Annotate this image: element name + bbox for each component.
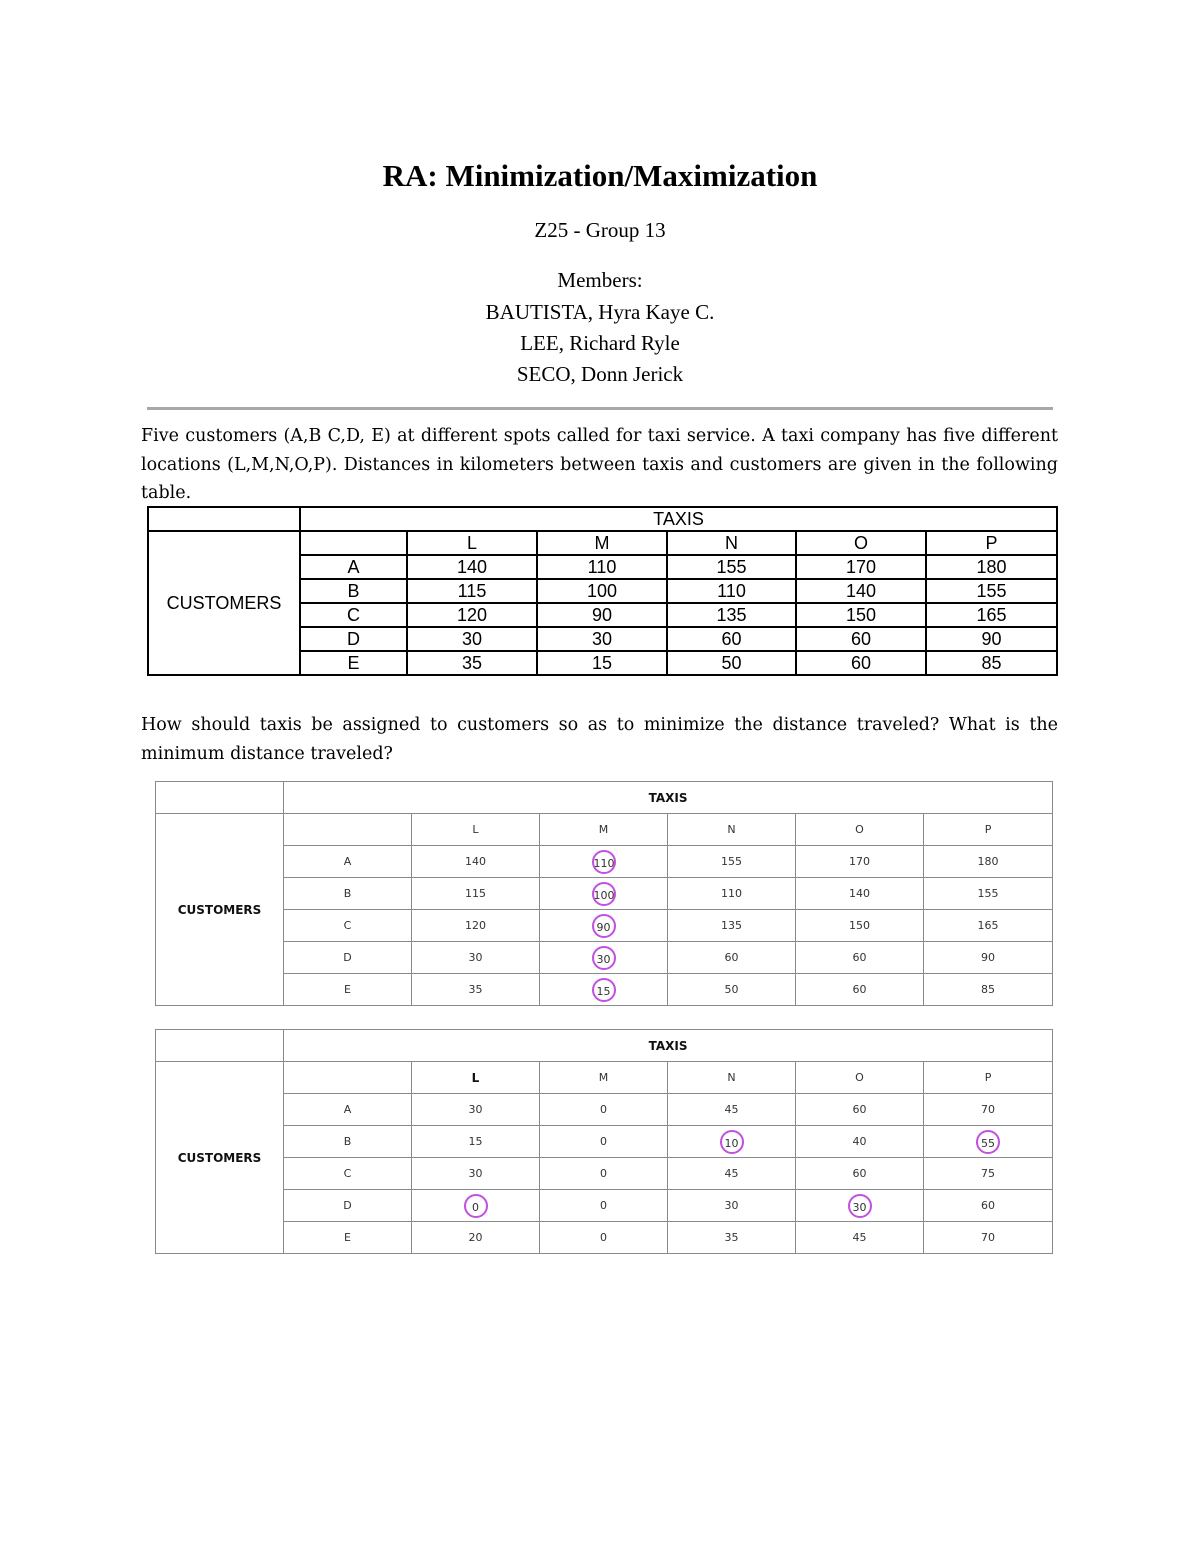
table-cell: 60 xyxy=(667,627,796,651)
row-label: B xyxy=(300,579,407,603)
column-header: M xyxy=(537,531,667,555)
group-label: Z25 - Group 13 xyxy=(534,218,666,242)
table-cell xyxy=(540,910,668,942)
row-label: A xyxy=(284,1094,412,1126)
table-cell: 90 xyxy=(926,627,1057,651)
table-cell: 60 xyxy=(668,942,796,974)
table-cell: 0 xyxy=(540,1190,668,1222)
customers-header: CUSTOMERS xyxy=(156,1062,284,1254)
taxis-header: TAXIS xyxy=(300,507,1057,531)
column-header: N xyxy=(667,531,796,555)
column-header: O xyxy=(796,814,924,846)
table-cell: 0 xyxy=(540,1094,668,1126)
table-cell: 0 xyxy=(540,1126,668,1158)
table-cell: 115 xyxy=(407,579,537,603)
taxis-header: TAXIS xyxy=(284,1030,1053,1062)
table-corner xyxy=(148,507,300,531)
table-cell xyxy=(540,942,668,974)
table-cell: 70 xyxy=(924,1222,1053,1254)
table-corner xyxy=(300,531,407,555)
question-text: How should taxis be assigned to customers so as to minimize the distance traveled? What is the minimum distance traveled? xyxy=(141,715,1058,764)
circled-value: 90 xyxy=(592,914,616,938)
column-header: O xyxy=(796,531,926,555)
table-cell: 155 xyxy=(924,878,1053,910)
table-cell xyxy=(796,1190,924,1222)
table-cell: 90 xyxy=(924,942,1053,974)
table-row xyxy=(156,942,1053,974)
table-cell xyxy=(924,1126,1053,1158)
column-header: O xyxy=(796,1062,924,1094)
distance-table xyxy=(147,506,1058,676)
circled-value: 100 xyxy=(592,882,616,906)
table-cell: 180 xyxy=(926,555,1057,579)
column-header: L xyxy=(407,531,537,555)
page-title: RA: Minimization/Maximization xyxy=(382,158,818,193)
table-cell: 165 xyxy=(926,603,1057,627)
table-cell: 30 xyxy=(412,942,540,974)
member-name: LEE, Richard Ryle xyxy=(520,331,680,355)
column-header: M xyxy=(540,1062,668,1094)
table-cell: 20 xyxy=(412,1222,540,1254)
table-cell: 140 xyxy=(407,555,537,579)
table-cell: 60 xyxy=(796,627,926,651)
row-label: D xyxy=(284,1190,412,1222)
circled-value: 30 xyxy=(848,1194,872,1218)
table-cell: 50 xyxy=(667,651,796,675)
table-cell: 15 xyxy=(537,651,667,675)
solution-table-step2 xyxy=(155,1029,1053,1254)
table-cell: 85 xyxy=(924,974,1053,1006)
table-cell: 60 xyxy=(796,942,924,974)
circled-value: 55 xyxy=(976,1130,1000,1154)
table-cell xyxy=(412,1190,540,1222)
table-cell xyxy=(540,878,668,910)
circled-value: 10 xyxy=(720,1130,744,1154)
column-header: L xyxy=(412,1062,540,1094)
table-cell: 30 xyxy=(412,1094,540,1126)
table-cell: 150 xyxy=(796,603,926,627)
row-label: D xyxy=(284,942,412,974)
table-cell: 170 xyxy=(796,846,924,878)
table-cell: 45 xyxy=(668,1094,796,1126)
table-cell xyxy=(540,974,668,1006)
customers-header: CUSTOMERS xyxy=(156,814,284,1006)
table-row xyxy=(156,974,1053,1006)
table-corner xyxy=(156,782,284,814)
table-cell: 60 xyxy=(796,974,924,1006)
table-cell: 120 xyxy=(407,603,537,627)
table-cell: 35 xyxy=(412,974,540,1006)
table-cell: 50 xyxy=(668,974,796,1006)
table-cell: 165 xyxy=(924,910,1053,942)
table-row xyxy=(156,846,1053,878)
table-cell: 85 xyxy=(926,651,1057,675)
member-name: SECO, Donn Jerick xyxy=(516,362,684,386)
table-cell: 45 xyxy=(668,1158,796,1190)
members-label: Members: xyxy=(557,268,643,292)
table-cell: 35 xyxy=(668,1222,796,1254)
table-cell: 155 xyxy=(668,846,796,878)
row-label: D xyxy=(300,627,407,651)
column-header: M xyxy=(540,814,668,846)
table-corner xyxy=(284,1062,412,1094)
table-cell: 100 xyxy=(537,579,667,603)
table-corner xyxy=(156,1030,284,1062)
row-label: E xyxy=(284,974,412,1006)
column-header: L xyxy=(412,814,540,846)
column-header: N xyxy=(668,814,796,846)
row-label: C xyxy=(300,603,407,627)
solution-table-step1 xyxy=(155,781,1053,1006)
column-header: P xyxy=(926,531,1057,555)
table-cell: 115 xyxy=(412,878,540,910)
column-header: N xyxy=(668,1062,796,1094)
row-label: C xyxy=(284,1158,412,1190)
table-cell: 60 xyxy=(796,1158,924,1190)
table-corner xyxy=(284,814,412,846)
table-row xyxy=(156,1094,1053,1126)
table-cell: 15 xyxy=(412,1126,540,1158)
table-row xyxy=(156,878,1053,910)
table-row xyxy=(156,1126,1053,1158)
table-cell: 30 xyxy=(668,1190,796,1222)
table-row xyxy=(156,910,1053,942)
table-cell: 150 xyxy=(796,910,924,942)
table-row xyxy=(156,1190,1053,1222)
row-label: E xyxy=(284,1222,412,1254)
table-row xyxy=(156,1158,1053,1190)
horizontal-divider xyxy=(147,407,1053,410)
table-cell: 30 xyxy=(407,627,537,651)
problem-statement: Five customers (A,B C,D, E) at different spots called for taxi service. A taxi company has five different locations (L,M,N,O,P). Distances in kilometers between taxis and customers are given in the following table. xyxy=(141,426,1058,503)
table-cell: 75 xyxy=(924,1158,1053,1190)
circled-value: 110 xyxy=(592,850,616,874)
table-cell xyxy=(540,846,668,878)
table-cell xyxy=(668,1126,796,1158)
table-cell: 30 xyxy=(537,627,667,651)
table-cell: 135 xyxy=(668,910,796,942)
table-cell: 140 xyxy=(796,878,924,910)
table-cell: 155 xyxy=(667,555,796,579)
row-label: A xyxy=(284,846,412,878)
table-cell: 30 xyxy=(412,1158,540,1190)
circled-value: 15 xyxy=(592,978,616,1002)
table-cell: 110 xyxy=(667,579,796,603)
table-cell: 60 xyxy=(796,1094,924,1126)
taxis-header: TAXIS xyxy=(284,782,1053,814)
table-cell: 45 xyxy=(796,1222,924,1254)
table-cell: 90 xyxy=(537,603,667,627)
circled-value: 30 xyxy=(592,946,616,970)
member-name: BAUTISTA, Hyra Kaye C. xyxy=(485,300,715,324)
table-cell: 110 xyxy=(537,555,667,579)
row-label: C xyxy=(284,910,412,942)
row-label: B xyxy=(284,1126,412,1158)
table-cell: 40 xyxy=(796,1126,924,1158)
table-cell: 60 xyxy=(924,1190,1053,1222)
row-label: B xyxy=(284,878,412,910)
table-cell: 155 xyxy=(926,579,1057,603)
table-cell: 110 xyxy=(668,878,796,910)
table-cell: 0 xyxy=(540,1158,668,1190)
table-cell: 120 xyxy=(412,910,540,942)
table-cell: 180 xyxy=(924,846,1053,878)
table-row xyxy=(156,1222,1053,1254)
table-cell: 0 xyxy=(540,1222,668,1254)
customers-header: CUSTOMERS xyxy=(148,531,300,675)
table-cell: 35 xyxy=(407,651,537,675)
row-label: A xyxy=(300,555,407,579)
column-header: P xyxy=(924,814,1053,846)
table-cell: 140 xyxy=(412,846,540,878)
table-cell: 70 xyxy=(924,1094,1053,1126)
column-header: P xyxy=(924,1062,1053,1094)
table-cell: 170 xyxy=(796,555,926,579)
row-label: E xyxy=(300,651,407,675)
table-cell: 140 xyxy=(796,579,926,603)
circled-value: 0 xyxy=(464,1194,488,1218)
table-cell: 60 xyxy=(796,651,926,675)
table-cell: 135 xyxy=(667,603,796,627)
